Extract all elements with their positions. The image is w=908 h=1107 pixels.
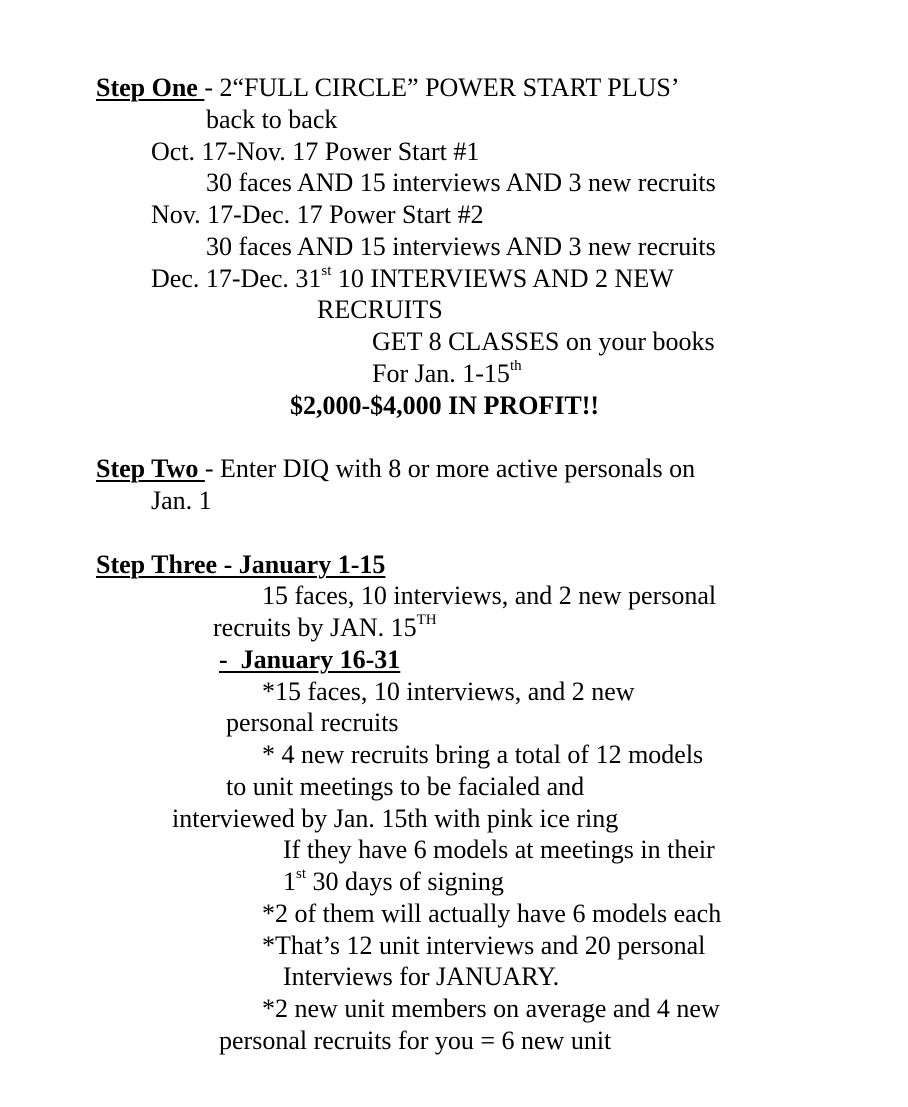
step-one-title: - 2“FULL CIRCLE” POWER START PLUS’ [204,73,680,102]
step-two-text-cont: Jan. 1 [151,486,212,515]
period-3-sup: st [321,263,332,280]
step-two-line [96,453,695,485]
step-three-line-12: Interviews for JANUARY. [283,962,560,991]
period-3 [151,263,674,295]
classes-date-text: For Jan. 1-15 [372,359,510,388]
step-one-line [96,72,680,104]
step-three-heading: Step Three - January 1-15 [96,550,386,579]
step-three-line-4: personal recruits [226,708,399,737]
step-two-text: - Enter DIQ with 8 or more active personals on [204,454,696,483]
period-2-goal: 30 faces AND 15 interviews AND 3 new recruits [206,232,716,261]
classes-date-sup: th [509,358,522,375]
step-three-line-7: interviewed by Jan. 15th with pink ice ring [172,804,619,833]
step-two-heading: Step Two [96,454,205,483]
step-three-line-10: *2 of them will actually have 6 models each [262,899,722,928]
step-three-line-14: personal recruits for you = 6 new unit [219,1026,612,1055]
period-3-goal: 10 INTERVIEWS AND 2 NEW [331,264,674,293]
step-three-subheading: - January 16-31 [219,645,401,674]
step-three-line-9-sup: st [296,866,307,883]
step-one-heading: Step One [96,73,205,102]
period-1-goal: 30 faces AND 15 interviews AND 3 new recruits [206,168,716,197]
step-three-line-11: *That’s 12 unit interviews and 20 personal [262,931,706,960]
step-one-title-cont: back to back [206,105,338,134]
step-three-line-5: * 4 new recruits bring a total of 12 models [262,740,704,769]
period-1: Oct. 17-Nov. 17 Power Start #1 [151,137,480,166]
classes-goal: GET 8 CLASSES on your books [372,327,715,356]
profit-line: $2,000-$4,000 IN PROFIT!! [290,391,600,420]
step-three-line-9-num: 1 [283,867,296,896]
period-3-cont: RECRUITS [317,295,443,324]
period-2: Nov. 17-Dec. 17 Power Start #2 [151,200,484,229]
step-three-line-8: If they have 6 models at meetings in their [283,835,715,864]
step-three-line-9 [283,866,504,898]
step-three-line-6: to unit meetings to be facialed and [226,772,585,801]
step-three-line-2-sup: TH [416,612,437,629]
classes-date [372,358,522,390]
step-three-line-2-text: recruits by JAN. 15 [213,613,417,642]
period-3-date: Dec. 17-Dec. 31 [151,264,322,293]
step-three-line-9-text: 30 days of signing [306,867,504,896]
step-three-line-13: *2 new unit members on average and 4 new [262,994,720,1023]
step-three-line-3: *15 faces, 10 interviews, and 2 new [262,677,635,706]
step-three-line-2 [213,612,437,644]
step-three-line-1: 15 faces, 10 interviews, and 2 new personal [262,581,717,610]
